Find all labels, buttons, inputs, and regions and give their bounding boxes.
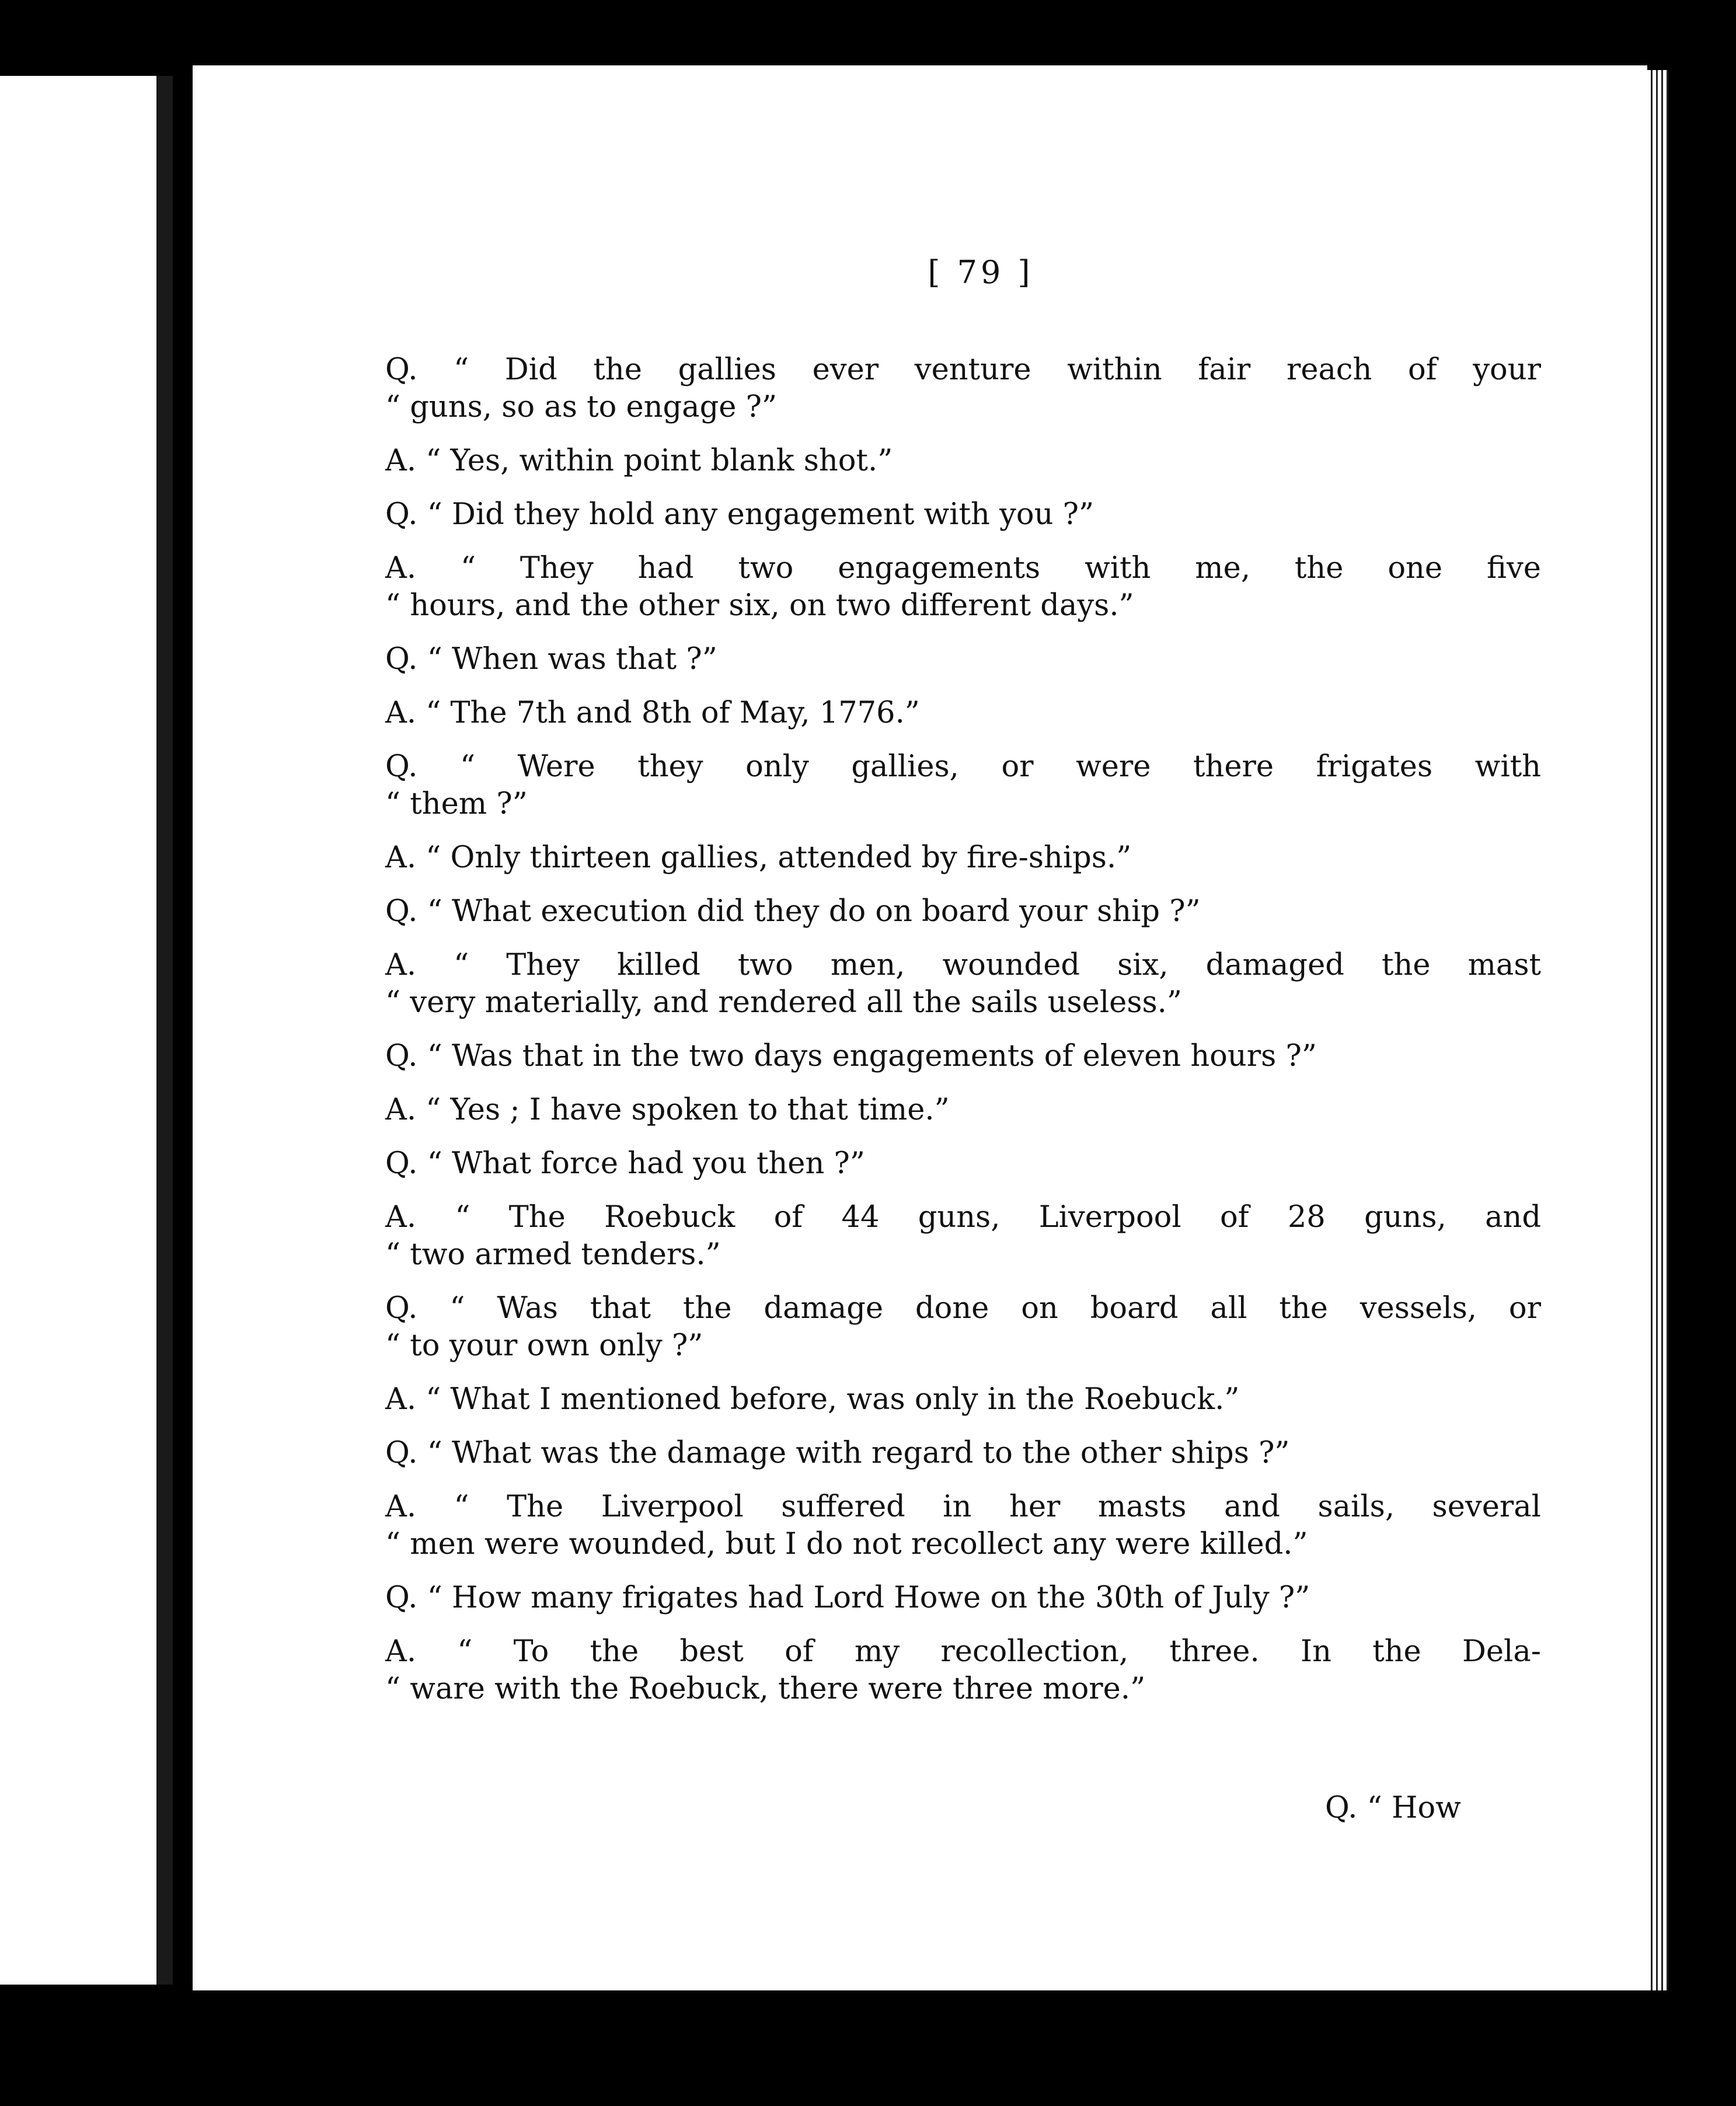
text-line: A. “ What I mentioned before, was only in the Roebuck.” [385, 1382, 1240, 1417]
text-line: Q. “ What execution did they do on board your ship ?” [385, 894, 1201, 929]
text-line: Q. “ When was that ?” [385, 642, 717, 677]
text-line: Q. “ Was that the damage done on board all the vessels, or [385, 1291, 1541, 1326]
qa-entry [385, 1580, 1541, 1617]
qa-entry [385, 1038, 1541, 1075]
text-line: A. “ They had two engagements with me, the one five [385, 551, 1541, 585]
qa-entry [385, 893, 1541, 930]
qa-entry [385, 947, 1541, 1021]
qa-entry [385, 1488, 1541, 1563]
text-line: Q. “ Did they hold any engagement with you ?” [385, 497, 1094, 532]
text-line: “ men were wounded, but I do not recollect any were killed.” [385, 1527, 1308, 1561]
qa-entry [385, 748, 1541, 823]
text-line: “ guns, so as to engage ?” [385, 390, 778, 424]
text-line: Q. “ What force had you then ?” [385, 1146, 865, 1181]
text-line: “ two armed tenders.” [385, 1237, 721, 1272]
text-line: A. “ To the best of my recollection, three. In the Dela- [385, 1634, 1541, 1669]
text-line: “ hours, and the other six, on two different days.” [385, 588, 1134, 623]
text-line: A. “ The Roebuck of 44 guns, Liverpool of 28 guns, and [385, 1200, 1541, 1235]
text-line: A. “ Yes ; I have spoken to that time.” [385, 1093, 950, 1127]
qa-entry [385, 442, 1541, 480]
text-line: A. “ The 7th and 8th of May, 1776.” [385, 696, 920, 730]
qa-entry [385, 1145, 1541, 1183]
page-edge-stack [1647, 70, 1668, 1990]
book-gutter [156, 76, 173, 1985]
testimony-text [385, 351, 1541, 1724]
page-number: [ 79 ] [928, 254, 1034, 291]
text-line: Q. “ How many frigates had Lord Howe on the 30th of July ?” [385, 1581, 1310, 1615]
text-line: A. “ They killed two men, wounded six, damaged the mast [385, 948, 1541, 982]
qa-entry [385, 550, 1541, 625]
text-line: A. “ Yes, within point blank shot.” [385, 444, 893, 478]
text-line: A. “ Only thirteen gallies, attended by fire-ships.” [385, 841, 1132, 875]
qa-entry [385, 1199, 1541, 1274]
left-page-margin [0, 76, 166, 1985]
qa-entry [385, 1290, 1541, 1365]
qa-entry [385, 496, 1541, 534]
text-line: Q. “ Was that in the two days engagements of eleven hours ?” [385, 1039, 1317, 1073]
book-page [193, 65, 1647, 1990]
text-line: “ ware with the Roebuck, there were three more.” [385, 1672, 1146, 1706]
text-line: A. “ The Liverpool suffered in her masts and sails, several [385, 1490, 1541, 1524]
text-line: Q. “ Were they only gallies, or were there frigates with [385, 749, 1541, 784]
qa-entry [385, 641, 1541, 678]
qa-entry [385, 1092, 1541, 1129]
text-line: Q. “ What was the damage with regard to the other ships ?” [385, 1436, 1290, 1470]
text-line: “ to your own only ?” [385, 1329, 703, 1363]
text-line: “ them ?” [385, 787, 528, 821]
qa-entry [385, 351, 1541, 426]
text-line: Q. “ Did the gallies ever venture within fair reach of your [385, 353, 1541, 387]
qa-entry [385, 1435, 1541, 1472]
qa-entry [385, 1381, 1541, 1418]
qa-entry [385, 839, 1541, 877]
qa-entry [385, 1633, 1541, 1708]
qa-entry [385, 695, 1541, 732]
text-line: “ very materially, and rendered all the sails useless.” [385, 985, 1182, 1020]
catchword: Q. “ How [1325, 1791, 1461, 1825]
